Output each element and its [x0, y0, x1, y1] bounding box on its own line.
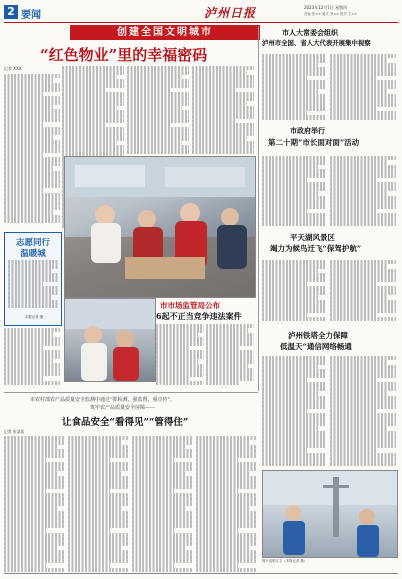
- right-article-2-title-2: 第二十期“市长面对面”活动: [268, 138, 360, 147]
- bottom-article-kicker: 市农村部农产品质量安全监测中通过“抓检测、强监督、重宣传”，: [30, 397, 176, 403]
- page-header: [4, 4, 398, 22]
- main-photo: [64, 156, 256, 298]
- bottom-article-byline: 记者 张某某: [4, 429, 25, 434]
- left-lower-text: [4, 328, 60, 388]
- middle-article-title-2: 6起不正当竞争违法案件: [156, 311, 242, 321]
- middle-article-body-col-2: [206, 324, 254, 386]
- volunteer-box: [4, 232, 62, 326]
- right-article-1-col-1: [262, 54, 326, 124]
- right-article-4-col-1: [262, 356, 326, 466]
- right-article-3-col-1: [262, 260, 326, 324]
- banner-kicker: 创建全国文明城市: [70, 25, 260, 40]
- right-article-1-col-2: [330, 54, 396, 124]
- volunteer-box-body: [8, 260, 58, 312]
- right-article-3-title-1: 平天湖风景区: [290, 233, 335, 242]
- right-bottom-photo: [262, 470, 398, 558]
- main-article-col-4: [192, 66, 254, 154]
- bottom-article-col-3: [132, 436, 192, 572]
- section-label: 要闻: [21, 10, 41, 21]
- right-bottom-photo-illustration: [263, 471, 397, 557]
- volunteer-box-title: 志愿同行: [15, 238, 50, 248]
- right-article-1-title-1: 市人大常委会组织: [282, 28, 338, 37]
- volunteer-box-subtitle: 温暖城: [20, 249, 46, 259]
- right-article-2-title-1: 市政府举行: [290, 126, 325, 135]
- middle-article-body-col-1: [156, 324, 204, 386]
- right-article-2-col-2: [330, 156, 396, 228]
- page-number-badge: 2: [4, 5, 18, 19]
- bottom-article-col-1: [4, 436, 64, 572]
- bottom-article-title: 让食品安全“看得见”“管得住”: [62, 417, 189, 428]
- main-byline: 记者 XXX: [4, 66, 22, 71]
- photo-illustration: [65, 157, 255, 297]
- main-article-col-3: [127, 66, 189, 154]
- middle-article-title-1: 市市场监管局公布: [160, 301, 220, 310]
- bottom-section-divider: [4, 392, 258, 393]
- right-article-2-col-1: [262, 156, 326, 228]
- issue-date: 2023年12月7日 星期四: [304, 5, 348, 10]
- volunteer-box-caption: 本报记者 摄: [25, 315, 44, 319]
- masthead-logo: 泸州日报: [204, 6, 257, 20]
- right-article-3-title-2: 竭力为候鸟迁飞“保驾护航”: [270, 244, 362, 253]
- right-article-4-title-2: 低温天“通信网络畅通: [280, 342, 352, 351]
- right-photo-caption: 图片说明文字（本报记者 摄）: [262, 559, 308, 563]
- main-article-col-1: [4, 74, 60, 230]
- bottom-article-col-4: [196, 436, 256, 572]
- right-article-3-col-2: [330, 260, 396, 324]
- bottom-article-col-2: [68, 436, 128, 572]
- main-headline: “红色物业”里的幸福密码: [40, 46, 208, 64]
- bottom-article-kicker-2: 筑牢农产品质量安全屏障——: [90, 405, 156, 411]
- secondary-photo-illustration: [65, 299, 155, 381]
- footer-rule: [4, 573, 398, 574]
- right-article-4-col-2: [330, 356, 396, 466]
- right-article-1-title-2: 泸州市全国、省人大代表开展集中视察: [262, 39, 371, 47]
- secondary-photo: [64, 298, 156, 382]
- right-article-4-title-1: 泸州铁塔全力保障: [288, 331, 348, 340]
- header-rule: [4, 22, 398, 23]
- column-divider: [258, 26, 259, 391]
- editor-line: 责编 张×× 版式 李×× 校对 王××: [304, 12, 357, 16]
